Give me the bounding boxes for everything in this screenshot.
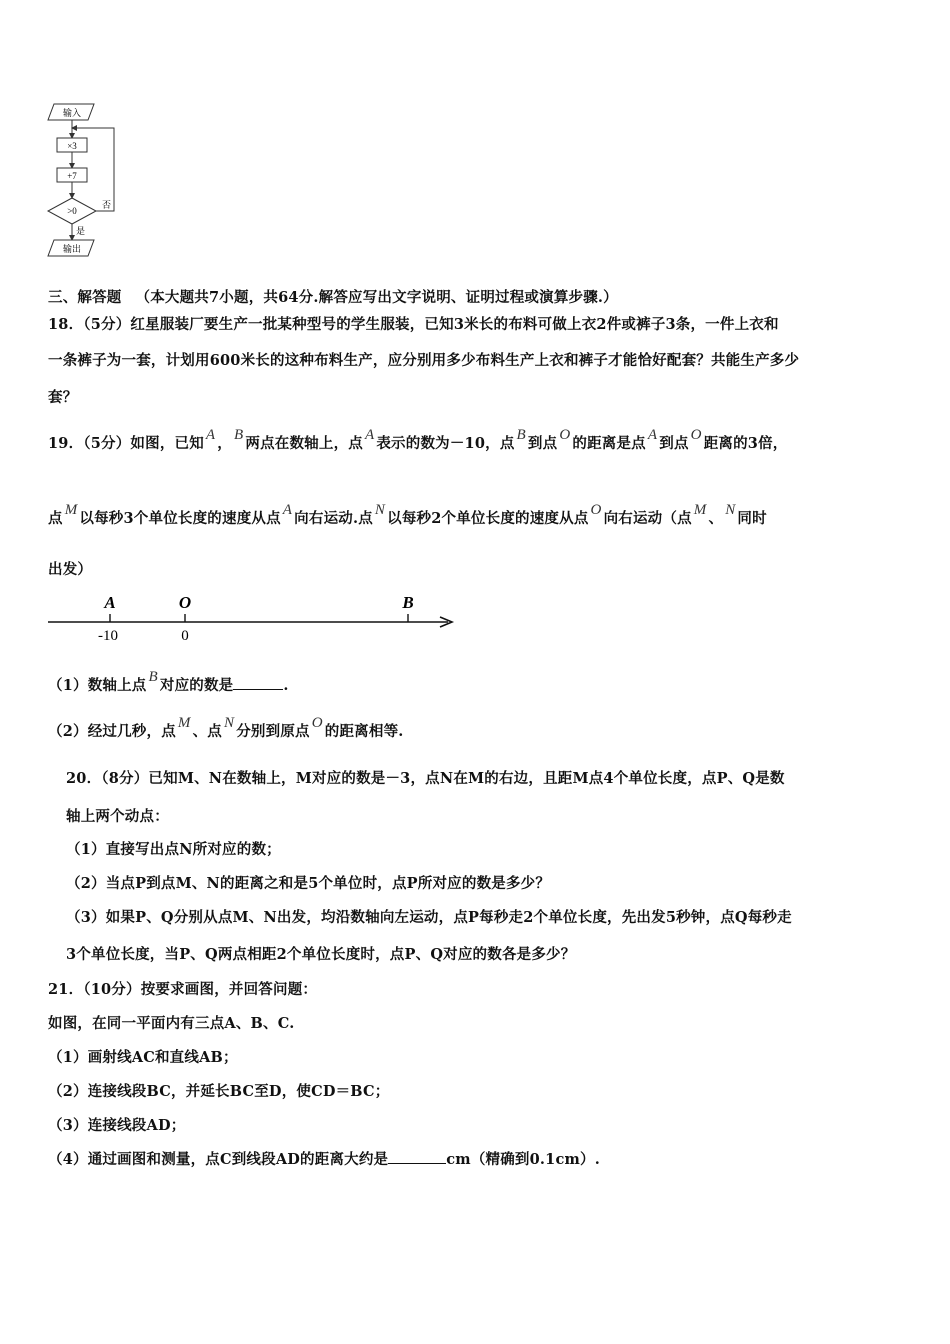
answer-blank[interactable] [233,677,283,690]
q19-text: . [283,677,289,694]
q19-text: 点 [48,510,63,527]
q21-part-1: （1）画射线AC和直线AB； [48,1049,238,1066]
section-note: （本大题共7小题，共64分.解答应写出文字说明、证明过程或演算步骤.） [135,289,618,306]
q19-line-2 [48,502,767,528]
answer-blank[interactable] [388,1151,446,1164]
q19-text: 向右运动.点 [294,510,373,527]
q19-part-2 [48,715,404,741]
flowchart-multiply-label: ×3 [67,141,77,151]
point-N-symbol: N [725,502,736,518]
point-B-symbol: B [234,427,244,443]
q19-text: 分别到原点 [236,723,310,740]
point-M-symbol: M [693,502,707,518]
q18-line-3: 套？ [48,389,78,406]
point-M-symbol: M [64,502,78,518]
q19-text: 19．（5分）如图，已知 [48,435,204,452]
label-O: O [178,593,192,612]
point-A-symbol: A [205,427,216,443]
point-A-symbol: A [282,502,293,518]
q20-line-1: 20．（8分）已知M、N在数轴上，M对应的数是－3，点N在M的右边，且距M点4个单位长度，点P、Q是数 [66,770,785,787]
q21-line-1: 21．（10分）按要求画图，并回答问题： [48,981,318,998]
q19-text: 以每秒2个单位长度的速度从点 [387,510,589,527]
point-N-symbol: N [374,502,386,518]
point-B-symbol: B [148,669,158,685]
q20-line-2: 轴上两个动点： [66,808,169,825]
point-A-symbol: A [364,427,375,443]
q19-text: 表示的数为－10，点 [376,435,515,452]
q19-part-1 [48,669,289,695]
tick-label-O: 0 [181,628,189,644]
number-line [44,588,464,644]
point-A-symbol: A [647,427,658,443]
q20-part-2: （2）当点P到点M、N的距离之和是5个单位时，点P所对应的数是多少？ [66,875,551,892]
point-B-symbol: B [516,427,526,443]
q21-line-2: 如图，在同一平面内有三点A、B、C. [48,1015,295,1032]
q19-text: ， [217,435,232,452]
section-title: 三、解答题 [48,289,122,306]
flowchart-no-label: 否 [102,200,112,210]
q19-text: 距离的3倍， [703,435,788,452]
flowchart-add-label: +7 [67,171,77,181]
q19-text: 以每秒3个单位长度的速度从点 [79,510,281,527]
section-header [48,286,618,307]
q19-line-3: 出发） [48,561,93,578]
q19-text: 的距离是点 [572,435,646,452]
q19-text: 同时 [737,510,767,527]
point-O-symbol: O [311,715,323,731]
point-O-symbol: O [559,427,571,443]
q20-part-3-line-1: （3）如果P、Q分别从点M、N出发，均沿数轴向左运动，点P每秒走2个单位长度，先出发5秒钟，点Q每秒走 [66,909,792,926]
q20-part-1: （1）直接写出点N所对应的数； [66,841,281,858]
label-B: B [402,593,414,612]
q19-text: 的距离相等. [324,723,404,740]
q19-text: 、 [708,510,724,527]
flowchart-input-label: 输入 [62,108,82,118]
point-N-symbol: N [224,715,235,731]
q20-part-3-line-2: 3个单位长度，当P、Q两点相距2个单位长度时，点P、Q对应的数各是多少？ [66,946,576,963]
q19-text: 到点 [659,435,689,452]
q19-text: 、点 [192,723,222,740]
q21-part-2: （2）连接线段BC，并延长BC至D，使CD＝BC； [48,1083,390,1100]
point-O-symbol: O [590,502,602,518]
flowchart-yes-label: 是 [76,226,86,236]
q19-text: 对应的数是 [159,677,234,694]
q19-text: 向右运动（点 [603,510,692,527]
flowchart [40,98,130,262]
q18-line-1: 18．（5分）红星服装厂要生产一批某种型号的学生服装，已知3米长的布料可做上衣2件或裤子3条，一件上衣和 [48,316,779,333]
point-O-symbol: O [690,427,702,443]
q19-text: （1）数轴上点 [48,677,147,694]
q21-text: （4）通过画图和测量，点C到线段AD的距离大约是 [48,1151,389,1168]
q21-part-4 [48,1148,600,1169]
flowchart-output-label: 输出 [62,244,82,254]
q21-text: cm（精确到0.1cm）. [446,1151,600,1168]
label-A: A [104,593,116,612]
q19-text: （2）经过几秒，点 [48,723,176,740]
q21-part-3: （3）连接线段AD； [48,1117,186,1134]
flowchart-condition-label: >0 [67,206,77,216]
q18-line-2: 一条裤子为一套，计划用600米长的这种布料生产，应分别用多少布料生产上衣和裤子才能恰好配套？共能生产多少 [48,352,800,369]
q19-text: 两点在数轴上，点 [245,435,363,452]
q19-line-1 [48,427,788,453]
q19-text: 到点 [527,435,558,452]
tick-label-A: -10 [98,628,118,644]
point-M-symbol: M [177,715,191,731]
